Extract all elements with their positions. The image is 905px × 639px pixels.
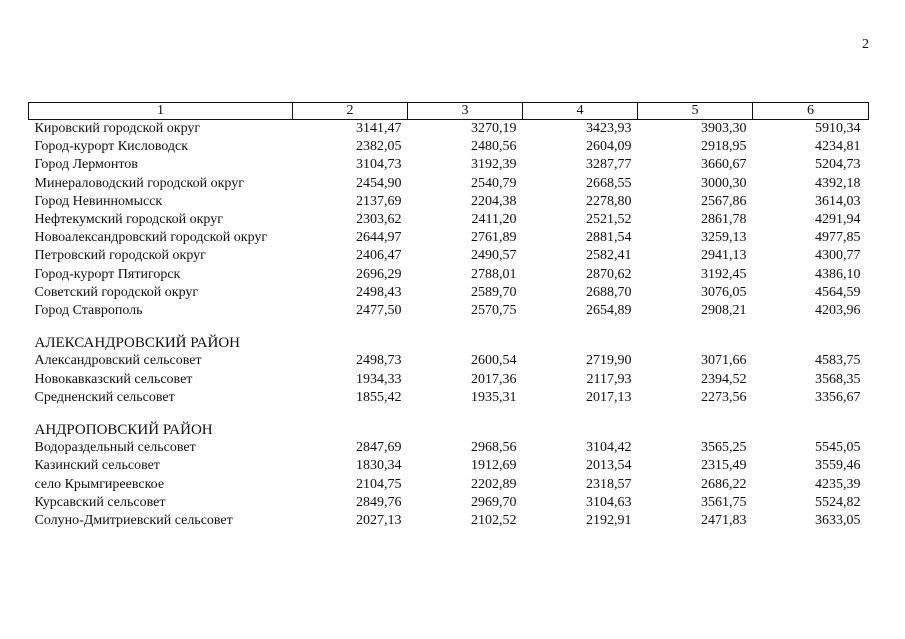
row-value: 4203,96 — [815, 303, 861, 319]
table-row — [29, 476, 869, 494]
table-row — [29, 371, 869, 389]
row-value: 2315,49 — [701, 458, 747, 474]
row-name: Нефтекумский городской округ — [34, 212, 223, 228]
row-value: 2719,90 — [586, 353, 632, 369]
row-value: 1935,31 — [471, 389, 517, 405]
row-value: 2761,89 — [471, 230, 517, 246]
row-value: 3356,67 — [815, 389, 861, 405]
table-row — [29, 284, 869, 302]
row-value: 2411,20 — [471, 212, 517, 228]
row-value: 1912,69 — [471, 458, 517, 474]
table-row — [29, 512, 869, 530]
row-value: 3104,73 — [356, 157, 402, 173]
row-value: 4234,81 — [815, 139, 861, 155]
row-value: 2382,05 — [356, 139, 402, 155]
table-body — [29, 120, 869, 531]
data-table — [28, 102, 869, 530]
row-value: 3633,05 — [815, 513, 861, 529]
row-value: 2027,13 — [356, 513, 402, 529]
row-value: 3000,30 — [701, 175, 747, 191]
row-value: 2273,56 — [701, 389, 747, 405]
row-value: 5545,05 — [815, 440, 861, 456]
row-value: 2521,52 — [586, 212, 632, 228]
row-value: 4392,18 — [815, 175, 861, 191]
column-header: 2 — [293, 103, 408, 120]
row-name: Кировский городской округ — [34, 121, 201, 136]
row-value: 4291,94 — [815, 212, 861, 228]
table-header — [29, 103, 869, 120]
row-value: 2303,62 — [356, 212, 402, 228]
row-value: 2104,75 — [356, 476, 402, 492]
row-value: 3565,25 — [701, 440, 747, 456]
section-heading-row — [29, 334, 869, 352]
row-value: 4977,85 — [815, 230, 861, 246]
row-value: 2570,75 — [471, 303, 517, 319]
row-name: Водораздельный сельсовет — [34, 440, 196, 456]
row-value: 4235,39 — [815, 476, 861, 492]
row-value: 3259,13 — [701, 230, 747, 246]
row-name: Город-курорт Кисловодск — [34, 139, 189, 155]
row-value: 2861,78 — [701, 212, 747, 228]
row-value: 2318,57 — [586, 476, 632, 492]
row-value: 3903,30 — [701, 121, 747, 136]
row-name: Город Ставрополь — [34, 303, 143, 319]
row-value: 2017,13 — [586, 389, 632, 405]
row-value: 2394,52 — [701, 371, 747, 387]
row-value: 3076,05 — [701, 284, 747, 300]
section-heading-row — [29, 421, 869, 439]
row-value: 2013,54 — [586, 458, 632, 474]
table-row — [29, 156, 869, 174]
row-value: 2202,89 — [471, 476, 517, 492]
table-row — [29, 302, 869, 320]
row-name: Город-курорт Пятигорск — [34, 266, 181, 282]
column-header: 3 — [408, 103, 523, 120]
row-value: 2192,91 — [586, 513, 632, 529]
row-value: 3104,63 — [586, 494, 632, 510]
row-value: 3561,75 — [701, 494, 747, 510]
row-value: 2567,86 — [701, 193, 747, 209]
row-value: 4386,10 — [815, 266, 861, 282]
page-number: 2 — [862, 37, 869, 52]
row-name: Город Лермонтов — [34, 157, 138, 173]
row-value: 5204,73 — [815, 157, 861, 173]
row-name: Минераловодский городской округ — [34, 175, 244, 191]
table-row — [29, 266, 869, 284]
row-value: 5910,34 — [815, 121, 861, 136]
row-value: 4583,75 — [815, 353, 861, 369]
row-value: 1855,42 — [356, 389, 402, 405]
row-name: село Крымгиреевское — [34, 476, 165, 492]
row-value: 3287,77 — [586, 157, 632, 173]
section-spacer — [29, 320, 869, 334]
row-value: 2490,57 — [471, 248, 517, 264]
row-name: Александровский сельсовет — [34, 353, 202, 369]
row-name: Казинский сельсовет — [34, 458, 160, 474]
table-row — [29, 494, 869, 512]
table-row — [29, 120, 869, 139]
row-value: 2582,41 — [586, 248, 632, 264]
row-value: 2480,56 — [471, 139, 517, 155]
row-value: 2406,47 — [356, 248, 402, 264]
row-value: 2686,22 — [701, 476, 747, 492]
table-row — [29, 389, 869, 407]
row-value: 2604,09 — [586, 139, 632, 155]
row-value: 2847,69 — [356, 440, 402, 456]
row-name: Новокавказский сельсовет — [34, 371, 193, 387]
row-value: 3071,66 — [701, 353, 747, 369]
row-name: Город Невинномысск — [34, 193, 163, 209]
row-value: 3660,67 — [701, 157, 747, 173]
row-value: 2696,29 — [356, 266, 402, 282]
row-name: Советский городской округ — [34, 284, 199, 300]
row-value: 2454,90 — [356, 175, 402, 191]
row-value: 2870,62 — [586, 266, 632, 282]
row-value: 2540,79 — [471, 175, 517, 191]
row-value: 3423,93 — [586, 121, 632, 136]
row-value: 4300,77 — [815, 248, 861, 264]
row-name: Петровский городской округ — [34, 248, 206, 264]
table-row — [29, 457, 869, 475]
section-title: АНДРОПОВСКИЙ РАЙОН — [34, 422, 213, 439]
row-value: 2969,70 — [471, 494, 517, 510]
row-value: 4564,59 — [815, 284, 861, 300]
table-row — [29, 247, 869, 265]
row-value: 2204,38 — [471, 193, 517, 209]
header-row — [29, 103, 869, 120]
row-value: 1830,34 — [356, 458, 402, 474]
row-name: Курсавский сельсовет — [34, 494, 166, 510]
row-value: 2102,52 — [471, 513, 517, 529]
table-row — [29, 138, 869, 156]
row-value: 3192,39 — [471, 157, 517, 173]
row-value: 2668,55 — [586, 175, 632, 191]
row-value: 2498,73 — [356, 353, 402, 369]
row-name: Средненский сельсовет — [34, 389, 175, 405]
column-header: 5 — [638, 103, 753, 120]
table-row — [29, 352, 869, 370]
row-value: 3141,47 — [356, 121, 402, 136]
row-value: 2881,54 — [586, 230, 632, 246]
section-title: АЛЕКСАНДРОВСКИЙ РАЙОН — [34, 335, 240, 352]
row-value: 2968,56 — [471, 440, 517, 456]
row-value: 2788,01 — [471, 266, 517, 282]
row-value: 2278,80 — [586, 193, 632, 209]
row-name: Солуно-Дмитриевский сельсовет — [34, 513, 233, 529]
row-value: 2688,70 — [586, 284, 632, 300]
section-spacer — [29, 407, 869, 421]
row-value: 3104,42 — [586, 440, 632, 456]
row-value: 3270,19 — [471, 121, 517, 136]
row-value: 2654,89 — [586, 303, 632, 319]
row-value: 2849,76 — [356, 494, 402, 510]
row-value: 2137,69 — [356, 193, 402, 209]
row-value: 5524,82 — [815, 494, 861, 510]
row-value: 2589,70 — [471, 284, 517, 300]
row-value: 2908,21 — [701, 303, 747, 319]
row-value: 2918,95 — [701, 139, 747, 155]
table-row — [29, 439, 869, 457]
table-row — [29, 193, 869, 211]
column-header: 6 — [753, 103, 869, 120]
column-header: 4 — [523, 103, 638, 120]
table-row — [29, 229, 869, 247]
row-name: Новоалександровский городской округ — [34, 230, 268, 246]
row-value: 2117,93 — [586, 371, 632, 387]
row-value: 2941,13 — [701, 248, 747, 264]
row-value: 3559,46 — [815, 458, 861, 474]
row-value: 2471,83 — [701, 513, 747, 529]
table-row — [29, 211, 869, 229]
table-row — [29, 175, 869, 193]
row-value: 1934,33 — [356, 371, 402, 387]
row-value: 2600,54 — [471, 353, 517, 369]
row-value: 2644,97 — [356, 230, 402, 246]
column-header: 1 — [29, 103, 293, 120]
row-value: 2477,50 — [356, 303, 402, 319]
row-value: 2498,43 — [356, 284, 402, 300]
row-value: 3192,45 — [701, 266, 747, 282]
row-value: 3614,03 — [815, 193, 861, 209]
row-value: 2017,36 — [471, 371, 517, 387]
row-value: 3568,35 — [815, 371, 861, 387]
